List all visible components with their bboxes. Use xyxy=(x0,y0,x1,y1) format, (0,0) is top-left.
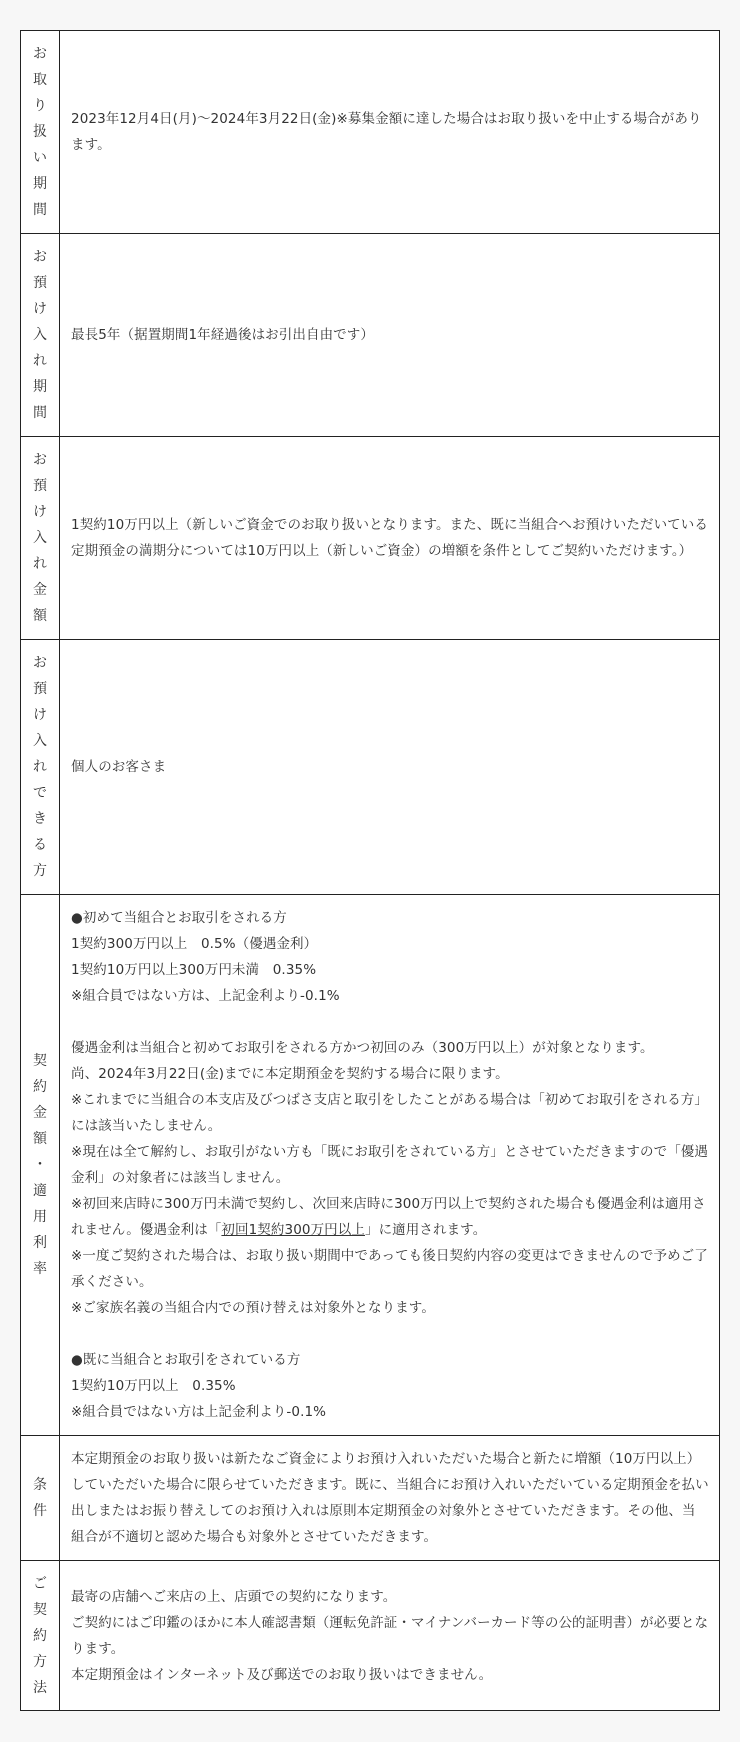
row-deposit-term xyxy=(21,234,720,437)
row-contract-method xyxy=(21,1561,720,1711)
header-char: れ xyxy=(33,556,47,572)
row-content-deposit-term xyxy=(60,234,720,437)
row-content-deposit-amount xyxy=(60,437,720,640)
row-content-rates xyxy=(60,895,720,1436)
content-line: 本定期預金のお取り扱いは新たなご資金によりお預け入れいただいた場合と新たに増額（10万円以上）していただいた場合に限らせていただきます。既に、当組合にお預け入れいただいている定期預金を払い出しまたはお振り替えしてのお預け入れは原則本定期預金の対象外とさせていただきます。その他、当組合が不適切と認めた場合も対象外とさせていただきます。 xyxy=(71,1451,709,1545)
header-char: け xyxy=(33,707,47,723)
row-eligible xyxy=(21,640,720,895)
header-char: で xyxy=(33,785,47,801)
header-char: い xyxy=(33,150,47,166)
header-char: 条 xyxy=(33,1477,47,1493)
header-char: 期 xyxy=(33,176,47,192)
header-char: お xyxy=(33,655,47,671)
header-char: 契 xyxy=(33,1053,47,1069)
header-char: け xyxy=(33,504,47,520)
content-line: 1契約300万円以上 0.5%（優遇金利） xyxy=(71,936,318,952)
row-header-deposit-amount xyxy=(21,437,60,640)
content-line: ●初めて当組合とお取引をされる方 xyxy=(71,910,287,926)
content-line: 尚、2024年3月22日(金)までに本定期預金を契約する場合に限ります。 xyxy=(71,1066,509,1082)
product-details-table xyxy=(20,30,720,1711)
header-char: 金 xyxy=(33,582,47,598)
row-content-contract-method xyxy=(60,1561,720,1711)
content-line: 本定期預金はインターネット及び郵送でのお取り扱いはできません。 xyxy=(71,1666,493,1683)
row-header-contract-method xyxy=(21,1561,60,1711)
header-char: 金 xyxy=(33,1105,47,1121)
header-char: 約 xyxy=(33,1079,47,1095)
header-char: 扱 xyxy=(33,124,47,140)
header-char: 額 xyxy=(33,1131,47,1147)
content-line: ※現在は全て解約し、お取引がない方も「既にお取引をされている方」とさせていただきますので「優遇金利」の対象者には該当しません。 xyxy=(71,1144,709,1186)
header-char: れ xyxy=(33,759,47,775)
content-line: 優遇金利は当組合と初めてお取引をされる方かつ初回のみ（300万円以上）が対象となります。 xyxy=(71,1040,654,1056)
content-line xyxy=(71,1191,709,1243)
header-char: 約 xyxy=(33,1627,47,1644)
header-char: 間 xyxy=(33,202,47,218)
content-line: ご契約にはご印鑑のほかに本人確認書類（運転免許証・マイナンバーカード等の公的証明書）が必要となります。 xyxy=(71,1614,709,1657)
row-header-label xyxy=(21,1048,59,1282)
header-char: 額 xyxy=(33,608,47,624)
header-char: き xyxy=(33,811,47,827)
header-char: 契 xyxy=(33,1601,47,1618)
content-line: ※これまでに当組合の本支店及びつばさ支店と取引をしたことがある場合は「初めてお取引をされる方」には該当いたしません。 xyxy=(71,1092,709,1134)
content-line: 最長5年（据置期間1年経過後はお引出自由です） xyxy=(71,327,374,343)
header-char: 取 xyxy=(33,72,47,88)
content-line: ※組合員ではない方は上記金利より-0.1% xyxy=(71,1404,327,1420)
text-segment: 」に適用されます。 xyxy=(364,1222,487,1238)
header-char: 率 xyxy=(33,1261,47,1277)
content-line: 1契約10万円以上 0.35% xyxy=(71,1378,236,1394)
header-char: 入 xyxy=(33,327,47,343)
row-rates xyxy=(21,895,720,1436)
header-char: 預 xyxy=(33,681,47,697)
content-line: ※組合員ではない方は、上記金利より-0.1% xyxy=(71,988,340,1004)
content-line: ※一度ご契約された場合は、お取り扱い期間中であっても後日契約内容の変更はできませんので予めご了承ください。 xyxy=(71,1248,708,1290)
header-char: 間 xyxy=(33,405,47,421)
header-char: 利 xyxy=(33,1235,47,1251)
blank-line xyxy=(71,1321,709,1347)
header-char: ご xyxy=(33,1575,47,1592)
content-line: ●既に当組合とお取引をされている方 xyxy=(71,1352,301,1368)
row-deposit-amount xyxy=(21,437,720,640)
text-segment: ※初回来店時に300万円未満で契約し、次回来店時に300万円以上で契約された場合も優遇金利は適用されません。優遇金利は「 xyxy=(71,1196,706,1238)
row-header-label xyxy=(21,447,59,629)
row-conditions xyxy=(21,1436,720,1561)
underlined-condition: 初回1契約300万円以上 xyxy=(221,1222,365,1238)
header-char: 方 xyxy=(33,1653,47,1670)
header-char: お xyxy=(33,249,47,265)
header-char: 入 xyxy=(33,530,47,546)
row-header-label xyxy=(21,650,59,884)
header-char: る xyxy=(33,837,47,853)
content-line: ※ご家族名義の当組合内での預け替えは対象外となります。 xyxy=(71,1300,435,1316)
row-content-eligible xyxy=(60,640,720,895)
row-header-label xyxy=(21,1472,59,1524)
blank-line xyxy=(71,1009,709,1035)
header-char: 方 xyxy=(33,863,47,879)
row-header-label xyxy=(21,41,59,223)
header-char: り xyxy=(33,98,47,114)
row-header-eligible xyxy=(21,640,60,895)
header-char: 法 xyxy=(33,1679,47,1696)
content-line: 個人のお客さま xyxy=(71,759,167,775)
row-period xyxy=(21,31,720,234)
header-char: ・ xyxy=(33,1157,47,1173)
header-char: 期 xyxy=(33,379,47,395)
header-char: れ xyxy=(33,353,47,369)
header-char: お xyxy=(33,452,47,468)
row-header-conditions xyxy=(21,1436,60,1561)
row-header-label xyxy=(21,244,59,426)
content-line: 最寄の店舗へご来店の上、店頭での契約になります。 xyxy=(71,1588,397,1605)
header-char: お xyxy=(33,46,47,62)
row-header-label xyxy=(21,1571,59,1701)
row-header-deposit-term xyxy=(21,234,60,437)
content-line: 1契約10万円以上300万円未満 0.35% xyxy=(71,962,317,978)
header-char: 入 xyxy=(33,733,47,749)
content-line: 1契約10万円以上（新しいご資金でのお取り扱いとなります。また、既に当組合へお預けいただいている定期預金の満期分については10万円以上（新しいご資金）の増額を条件としてご契約いただけます。） xyxy=(71,517,708,559)
content-line: 2023年12月4日(月)～2024年3月22日(金)※募集金額に達した場合はお取り扱いを中止する場合があります。 xyxy=(71,111,702,153)
header-char: 件 xyxy=(33,1503,47,1519)
row-content-period xyxy=(60,31,720,234)
row-header-period xyxy=(21,31,60,234)
header-char: 適 xyxy=(33,1183,47,1199)
header-char: 預 xyxy=(33,478,47,494)
row-content-conditions xyxy=(60,1436,720,1561)
header-char: 用 xyxy=(33,1209,47,1225)
row-header-rates xyxy=(21,895,60,1436)
header-char: け xyxy=(33,301,47,317)
header-char: 預 xyxy=(33,275,47,291)
